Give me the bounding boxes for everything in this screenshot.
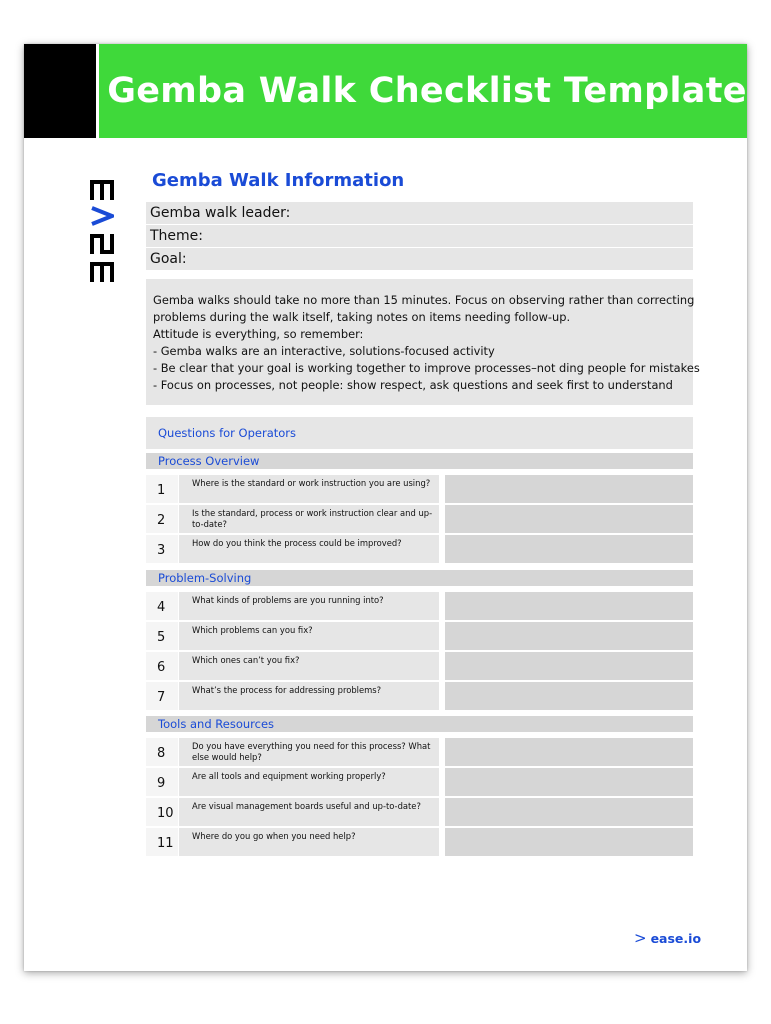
question-text: What kinds of problems are you running into? <box>179 592 439 620</box>
question-row <box>146 828 693 856</box>
ease-link-text: ease.io <box>650 931 702 946</box>
answer-field[interactable] <box>445 505 693 533</box>
question-row <box>146 798 693 826</box>
answer-field[interactable] <box>445 475 693 503</box>
question-row <box>146 652 693 680</box>
chevron-right-icon: > <box>634 929 647 947</box>
field-goal[interactable]: Goal: <box>146 248 693 270</box>
question-row <box>146 592 693 620</box>
answer-field[interactable] <box>445 738 693 766</box>
question-row <box>146 738 693 766</box>
info-section-title: Gemba Walk Information <box>152 170 405 191</box>
note-line: Attitude is everything, so remember: <box>153 327 364 341</box>
question-number: 2 <box>146 505 178 533</box>
answer-field[interactable] <box>445 682 693 710</box>
question-number: 4 <box>146 592 178 620</box>
ease-website-link[interactable] <box>634 929 701 947</box>
section-process-overview: Process Overview <box>146 453 693 469</box>
field-theme[interactable]: Theme: <box>146 225 693 247</box>
question-row <box>146 505 693 533</box>
note-line: - Gemba walks are an interactive, solutions-focused activity <box>153 344 495 358</box>
checklist-sheet <box>24 44 747 971</box>
question-number: 11 <box>146 828 178 856</box>
guidance-notes <box>146 279 700 405</box>
question-text: Are visual management boards useful and up-to-date? <box>179 798 439 826</box>
question-row <box>146 622 693 650</box>
question-text: What’s the process for addressing problems? <box>179 682 439 710</box>
note-line: - Focus on processes, not people: show respect, ask questions and seek first to understand <box>153 378 673 392</box>
section-tools-and-resources: Tools and Resources <box>146 716 693 732</box>
note-line: Gemba walks should take no more than 15 minutes. Focus on observing rather than correcting <box>153 293 695 307</box>
question-text: Where is the standard or work instruction you are using? <box>179 475 439 503</box>
question-row <box>146 535 693 563</box>
header-black-block <box>24 44 96 138</box>
field-gemba-walk-leader[interactable]: Gemba walk leader: <box>146 202 693 224</box>
question-text: Which problems can you fix? <box>179 622 439 650</box>
question-row <box>146 475 693 503</box>
question-text: Are all tools and equipment working properly? <box>179 768 439 796</box>
question-row <box>146 768 693 796</box>
answer-field[interactable] <box>445 592 693 620</box>
answer-field[interactable] <box>445 652 693 680</box>
question-text: How do you think the process could be improved? <box>179 535 439 563</box>
question-text: Where do you go when you need help? <box>179 828 439 856</box>
question-number: 6 <box>146 652 178 680</box>
question-number: 7 <box>146 682 178 710</box>
page-title: Gemba Walk Checklist Template <box>107 71 747 111</box>
question-number: 5 <box>146 622 178 650</box>
question-number: 1 <box>146 475 178 503</box>
answer-field[interactable] <box>445 828 693 856</box>
answer-field[interactable] <box>445 622 693 650</box>
answer-field[interactable] <box>445 768 693 796</box>
question-number: 8 <box>146 738 178 766</box>
question-number: 9 <box>146 768 178 796</box>
questions-header: Questions for Operators <box>146 417 693 449</box>
header-banner <box>99 44 747 138</box>
section-problem-solving: Problem-Solving <box>146 570 693 586</box>
question-number: 10 <box>146 798 178 826</box>
question-text: Do you have everything you need for this process? What else would help? <box>179 738 439 766</box>
question-number: 3 <box>146 535 178 563</box>
answer-field[interactable] <box>445 535 693 563</box>
question-row <box>146 682 693 710</box>
note-line: problems during the walk itself, taking notes on items needing follow-up. <box>153 310 571 324</box>
answer-field[interactable] <box>445 798 693 826</box>
question-text: Is the standard, process or work instruction clear and up-to-date? <box>179 505 439 533</box>
note-line: - Be clear that your goal is working together to improve processes–not ding people for mistakes <box>153 361 700 375</box>
question-text: Which ones can’t you fix? <box>179 652 439 680</box>
ease-logo <box>90 180 114 282</box>
